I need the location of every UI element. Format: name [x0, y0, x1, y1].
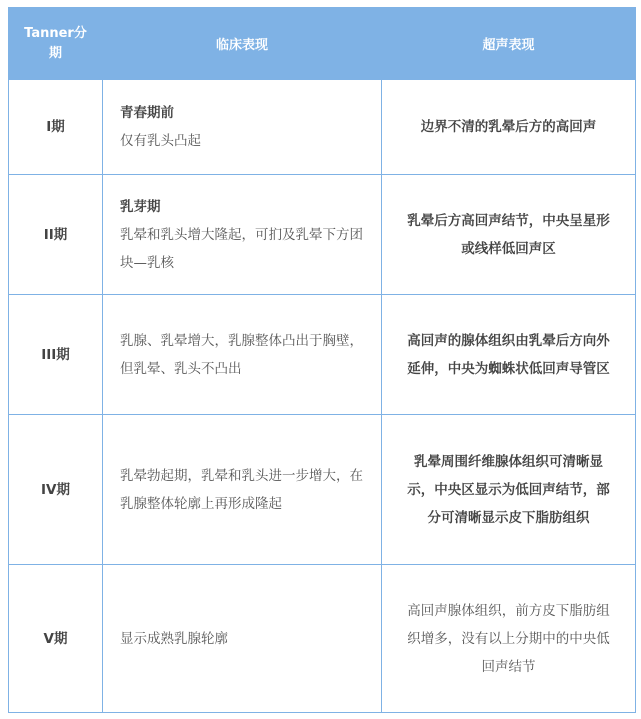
stage-cell: III期	[9, 295, 103, 415]
header-stage-line1: Tanner分	[24, 25, 87, 41]
ultrasound-cell: 乳晕周围纤维腺体组织可清晰显示，中央区显示为低回声结节，部分可清晰显示皮下脂肪组织	[382, 415, 636, 565]
table-row	[9, 175, 636, 295]
tanner-stage-table	[8, 7, 636, 713]
clinical-cell: 显示成熟乳腺轮廓	[103, 565, 382, 713]
header-ultrasound: 超声表现	[382, 8, 636, 80]
stage-cell: II期	[9, 175, 103, 295]
header-stage	[9, 8, 103, 80]
clinical-title: 乳芽期	[120, 198, 161, 215]
table-row	[9, 295, 636, 415]
ultrasound-cell: 边界不清的乳晕后方的高回声	[382, 80, 636, 175]
ultrasound-cell: 乳晕后方高回声结节，中央呈星形或线样低回声区	[382, 175, 636, 295]
stage-cell: I期	[9, 80, 103, 175]
header-clinical: 临床表现	[103, 8, 382, 80]
header-stage-line2: 期	[48, 45, 62, 61]
clinical-cell: 乳腺、乳晕增大，乳腺整体凸出于胸壁，但乳晕、乳头不凸出	[103, 295, 382, 415]
ultrasound-cell: 高回声腺体组织，前方皮下脂肪组织增多，没有以上分期中的中央低回声结节	[382, 565, 636, 713]
table-row	[9, 415, 636, 565]
clinical-cell	[103, 80, 382, 175]
clinical-cell	[103, 175, 382, 295]
table-header-row	[9, 8, 636, 80]
stage-cell: V期	[9, 565, 103, 713]
clinical-title: 青春期前	[120, 105, 174, 121]
table-row	[9, 80, 636, 175]
table-row	[9, 565, 636, 713]
clinical-cell: 乳晕勃起期，乳晕和乳头进一步增大，在乳腺整体轮廓上再形成隆起	[103, 415, 382, 565]
clinical-text: 仅有乳头凸起	[120, 133, 201, 149]
clinical-text: 乳晕和乳头增大隆起，可扪及乳晕下方团块—乳核	[120, 226, 363, 271]
stage-cell: IV期	[9, 415, 103, 565]
ultrasound-cell: 高回声的腺体组织由乳晕后方向外延伸，中央为蜘蛛状低回声导管区	[382, 295, 636, 415]
